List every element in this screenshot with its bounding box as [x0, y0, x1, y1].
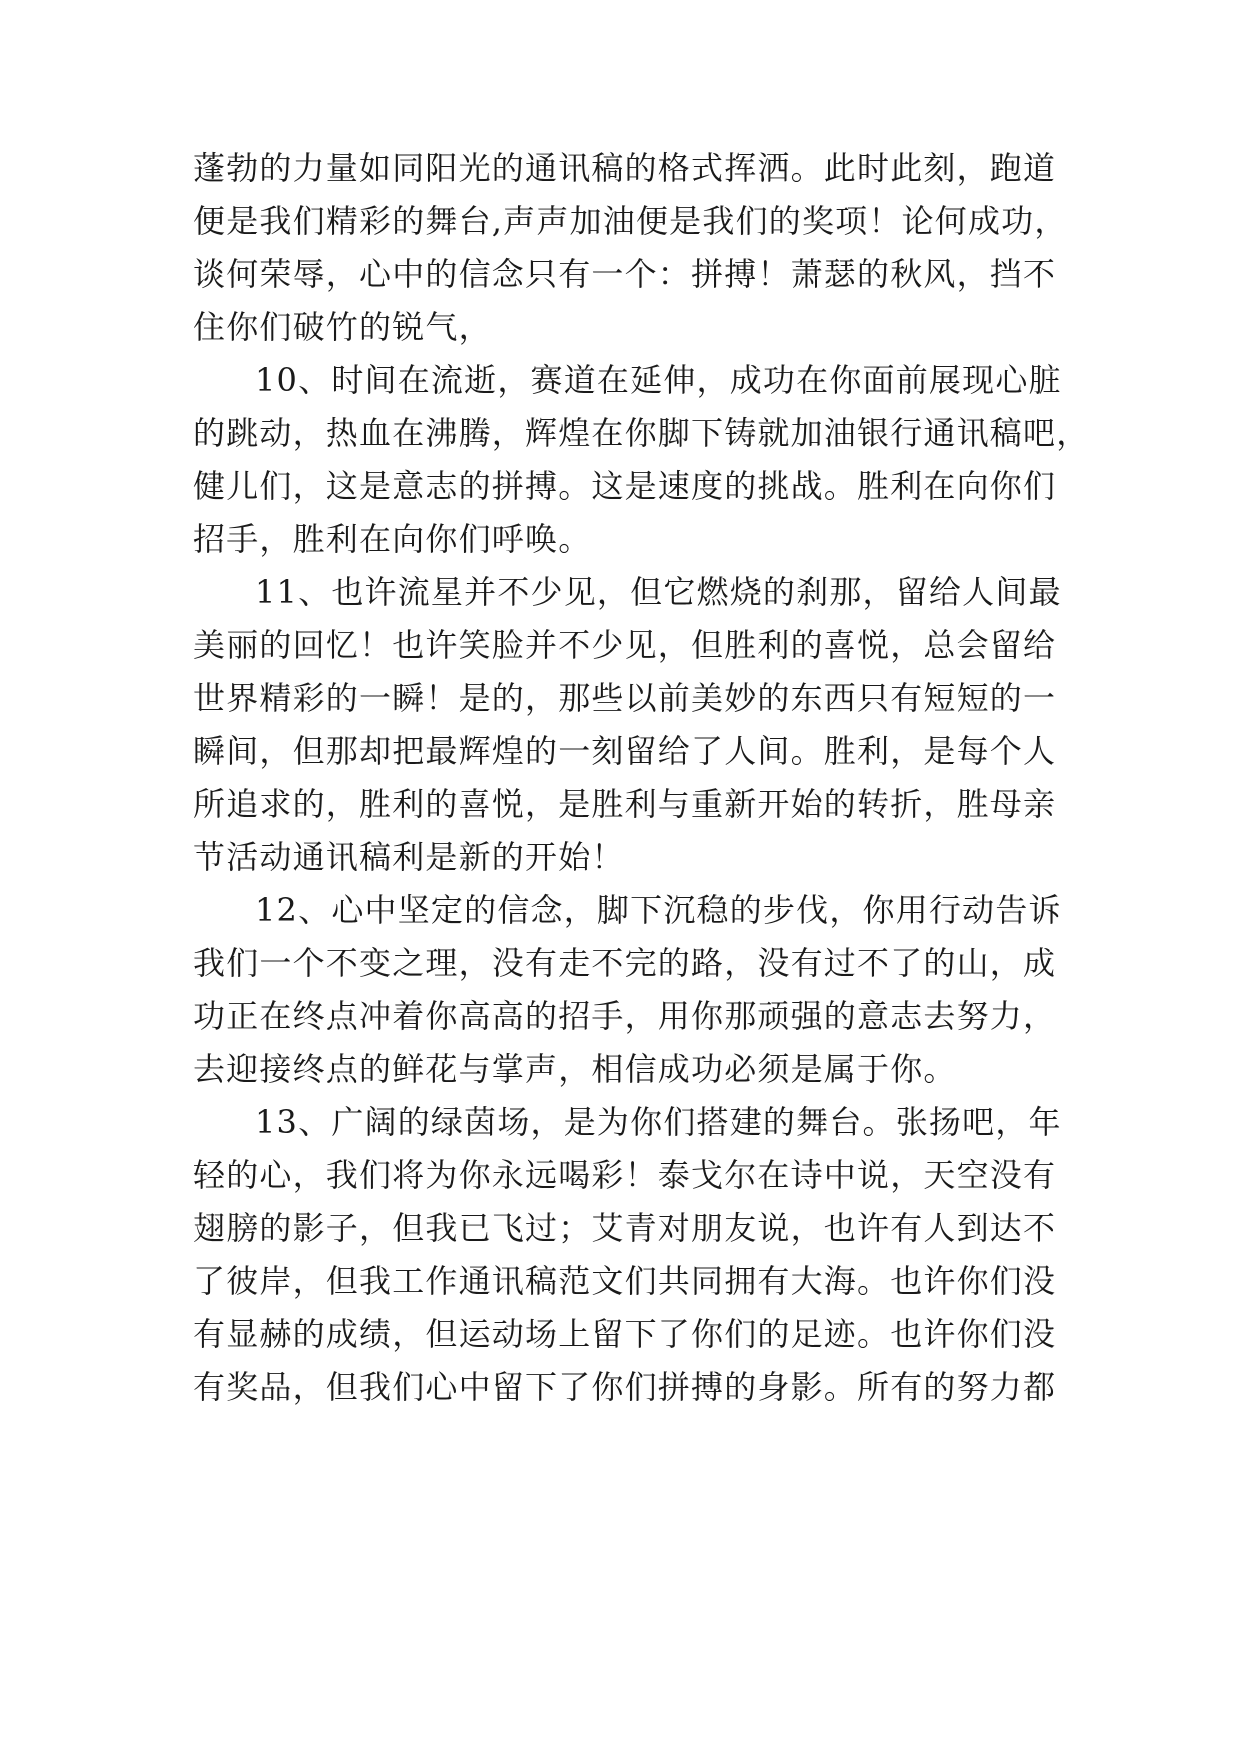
text-line: 了彼岸，但我工作通讯稿范文们共同拥有大海。也许你们没 [193, 1262, 1057, 1300]
text-line: 的跳动，热血在沸腾，辉煌在你脚下铸就加油银行通讯稿吧， [193, 414, 1090, 452]
text-line: 美丽的回忆！也许笑脸并不少见，但胜利的喜悦，总会留给 [193, 626, 1057, 664]
text-line: 去迎接终点的鲜花与掌声，相信成功必须是属于你。 [193, 1050, 957, 1088]
text-line: 我们一个不变之理，没有走不完的路，没有过不了的山，成 [193, 944, 1057, 982]
text-line: 节活动通讯稿利是新的开始！ [193, 838, 625, 876]
text-line: 12、心中坚定的信念，脚下沉稳的步伐，你用行动告诉 [255, 891, 1062, 929]
text-line: 轻的心，我们将为你永远喝彩！泰戈尔在诗中说，天空没有 [193, 1156, 1057, 1194]
text-line: 住你们破竹的锐气， [193, 308, 492, 346]
text-line: 功正在终点冲着你高高的招手，用你那顽强的意志去努力， [193, 997, 1057, 1035]
text-line: 所追求的，胜利的喜悦，是胜利与重新开始的转折，胜母亲 [193, 785, 1057, 823]
text-line: 有奖品，但我们心中留下了你们拼搏的身影。所有的努力都 [193, 1368, 1057, 1406]
text-line: 蓬勃的力量如同阳光的通讯稿的格式挥洒。此时此刻，跑道 [193, 149, 1057, 187]
text-line: 有显赫的成绩，但运动场上留下了你们的足迹。也许你们没 [193, 1315, 1057, 1353]
text-line: 瞬间，但那却把最辉煌的一刻留给了人间。胜利，是每个人 [193, 732, 1057, 770]
text-line: 谈何荣辱，心中的信念只有一个：拼搏！萧瑟的秋风，挡不 [193, 255, 1057, 293]
text-line: 11、也许流星并不少见，但它燃烧的刹那，留给人间最 [255, 573, 1062, 611]
text-line: 健儿们，这是意志的拼搏。这是速度的挑战。胜利在向你们 [193, 467, 1057, 505]
text-line: 13、广阔的绿茵场，是为你们搭建的舞台。张扬吧，年 [255, 1103, 1062, 1141]
text-line: 便是我们精彩的舞台,声声加油便是我们的奖项！论何成功， [193, 202, 1068, 240]
text-line: 10、时间在流逝，赛道在延伸，成功在你面前展现心脏 [255, 361, 1062, 399]
text-line: 世界精彩的一瞬！是的，那些以前美妙的东西只有短短的一 [193, 679, 1057, 717]
text-line: 翅膀的影子，但我已飞过；艾青对朋友说，也许有人到达不 [193, 1209, 1057, 1247]
text-line: 招手，胜利在向你们呼唤。 [193, 520, 592, 558]
